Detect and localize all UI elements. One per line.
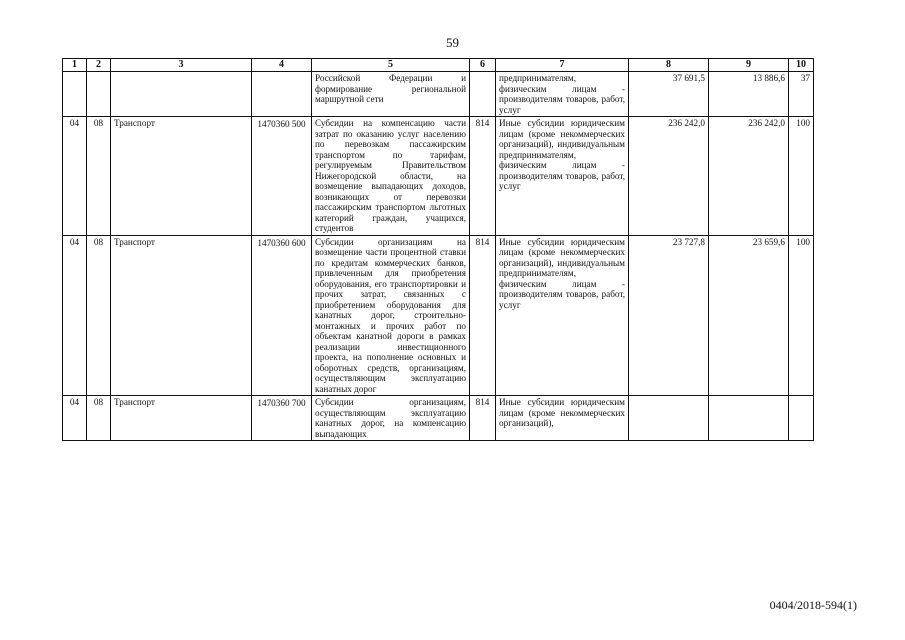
- expense-type-name-cell: Иные субсидии юридическим лицам (кроме некоммерческих организаций), индивидуальным предпринимателям, физическим лицам - производителям товаров, работ, услуг: [496, 117, 629, 236]
- column-header: 2: [87, 59, 111, 72]
- table-row: [63, 235, 814, 396]
- table-row: [63, 117, 814, 236]
- expense-type-name-cell: предпринимателям, физическим лицам - производителям товаров, работ, услуг: [496, 72, 629, 117]
- expense-type-name-cell: Иные субсидии юридическим лицам (кроме некоммерческих организаций),: [496, 396, 629, 441]
- planned-amount-cell: 23 727,8: [629, 235, 709, 396]
- column-header: 8: [629, 59, 709, 72]
- planned-amount-cell: [629, 396, 709, 441]
- column-header: 5: [312, 59, 470, 72]
- table-row: [63, 72, 814, 117]
- section-name-cell: Транспорт: [111, 396, 252, 441]
- table-header-row: [63, 59, 814, 72]
- column-header: 9: [709, 59, 789, 72]
- budget-table: [62, 58, 814, 441]
- percent-cell: 37: [789, 72, 814, 117]
- purpose-description-cell: Субсидии организациям, осуществляющим эксплуатацию канатных дорог, на компенсацию выпадающих: [312, 396, 470, 441]
- column-header: 3: [111, 59, 252, 72]
- actual-amount-cell: [709, 396, 789, 441]
- section-name-cell: Транспорт: [111, 235, 252, 396]
- section-code-cell: 04: [63, 396, 87, 441]
- column-header: 7: [496, 59, 629, 72]
- section-name-cell: Транспорт: [111, 117, 252, 236]
- section-code-cell: 04: [63, 235, 87, 396]
- column-header: 6: [470, 59, 496, 72]
- expense-type-code-cell: [470, 72, 496, 117]
- page-number: 59: [446, 35, 459, 50]
- purpose-description-cell: Субсидии на компенсацию части затрат по оказанию услуг населению по перевозкам пассажирским транспортом по тарифам, регулируемым Правительством Нижегородской области, на возмещение выпадающих доходов, возникающих от перевозки пассажирским транспортом льготных категорий граждан, учащихся, студентов: [312, 117, 470, 236]
- column-header: 10: [789, 59, 814, 72]
- expense-type-code-cell: 814: [470, 396, 496, 441]
- target-code-cell: 1470360 700: [252, 396, 312, 441]
- subsection-code-cell: 08: [87, 117, 111, 236]
- section-code-cell: 04: [63, 117, 87, 236]
- actual-amount-cell: 236 242,0: [709, 117, 789, 236]
- expense-type-code-cell: 814: [470, 235, 496, 396]
- planned-amount-cell: 236 242,0: [629, 117, 709, 236]
- subsection-code-cell: [87, 72, 111, 117]
- target-code-cell: 1470360 600: [252, 235, 312, 396]
- purpose-description-cell: Российской Федерации и формирование региональной маршрутной сети: [312, 72, 470, 117]
- planned-amount-cell: 37 691,5: [629, 72, 709, 117]
- purpose-description-cell: Субсидии организациям на возмещение части процентной ставки по кредитам коммерческих банков, привлеченным для приобретения оборудования, его транспортировки и прочих затрат, связанных с приобретением оборудования для канатных дорог, строительно-монтажных и прочих работ по объектам канатной дороги в рамках реализации инвестиционного проекта, на пополнение основных и оборотных средств, организациям, осуществляющим эксплуатацию канатных дорог: [312, 235, 470, 396]
- expense-type-code-cell: 814: [470, 117, 496, 236]
- document-code: 0404/2018-594(1): [769, 598, 857, 612]
- column-header: 4: [252, 59, 312, 72]
- expense-type-name-cell: Иные субсидии юридическим лицам (кроме некоммерческих организаций), индивидуальным предпринимателям, физическим лицам - производителям товаров, работ, услуг: [496, 235, 629, 396]
- column-header: 1: [63, 59, 87, 72]
- subsection-code-cell: 08: [87, 235, 111, 396]
- target-code-cell: [252, 72, 312, 117]
- table-row: [63, 396, 814, 441]
- section-name-cell: [111, 72, 252, 117]
- percent-cell: [789, 396, 814, 441]
- actual-amount-cell: 23 659,6: [709, 235, 789, 396]
- actual-amount-cell: 13 886,6: [709, 72, 789, 117]
- percent-cell: 100: [789, 235, 814, 396]
- percent-cell: 100: [789, 117, 814, 236]
- subsection-code-cell: 08: [87, 396, 111, 441]
- section-code-cell: [63, 72, 87, 117]
- target-code-cell: 1470360 500: [252, 117, 312, 236]
